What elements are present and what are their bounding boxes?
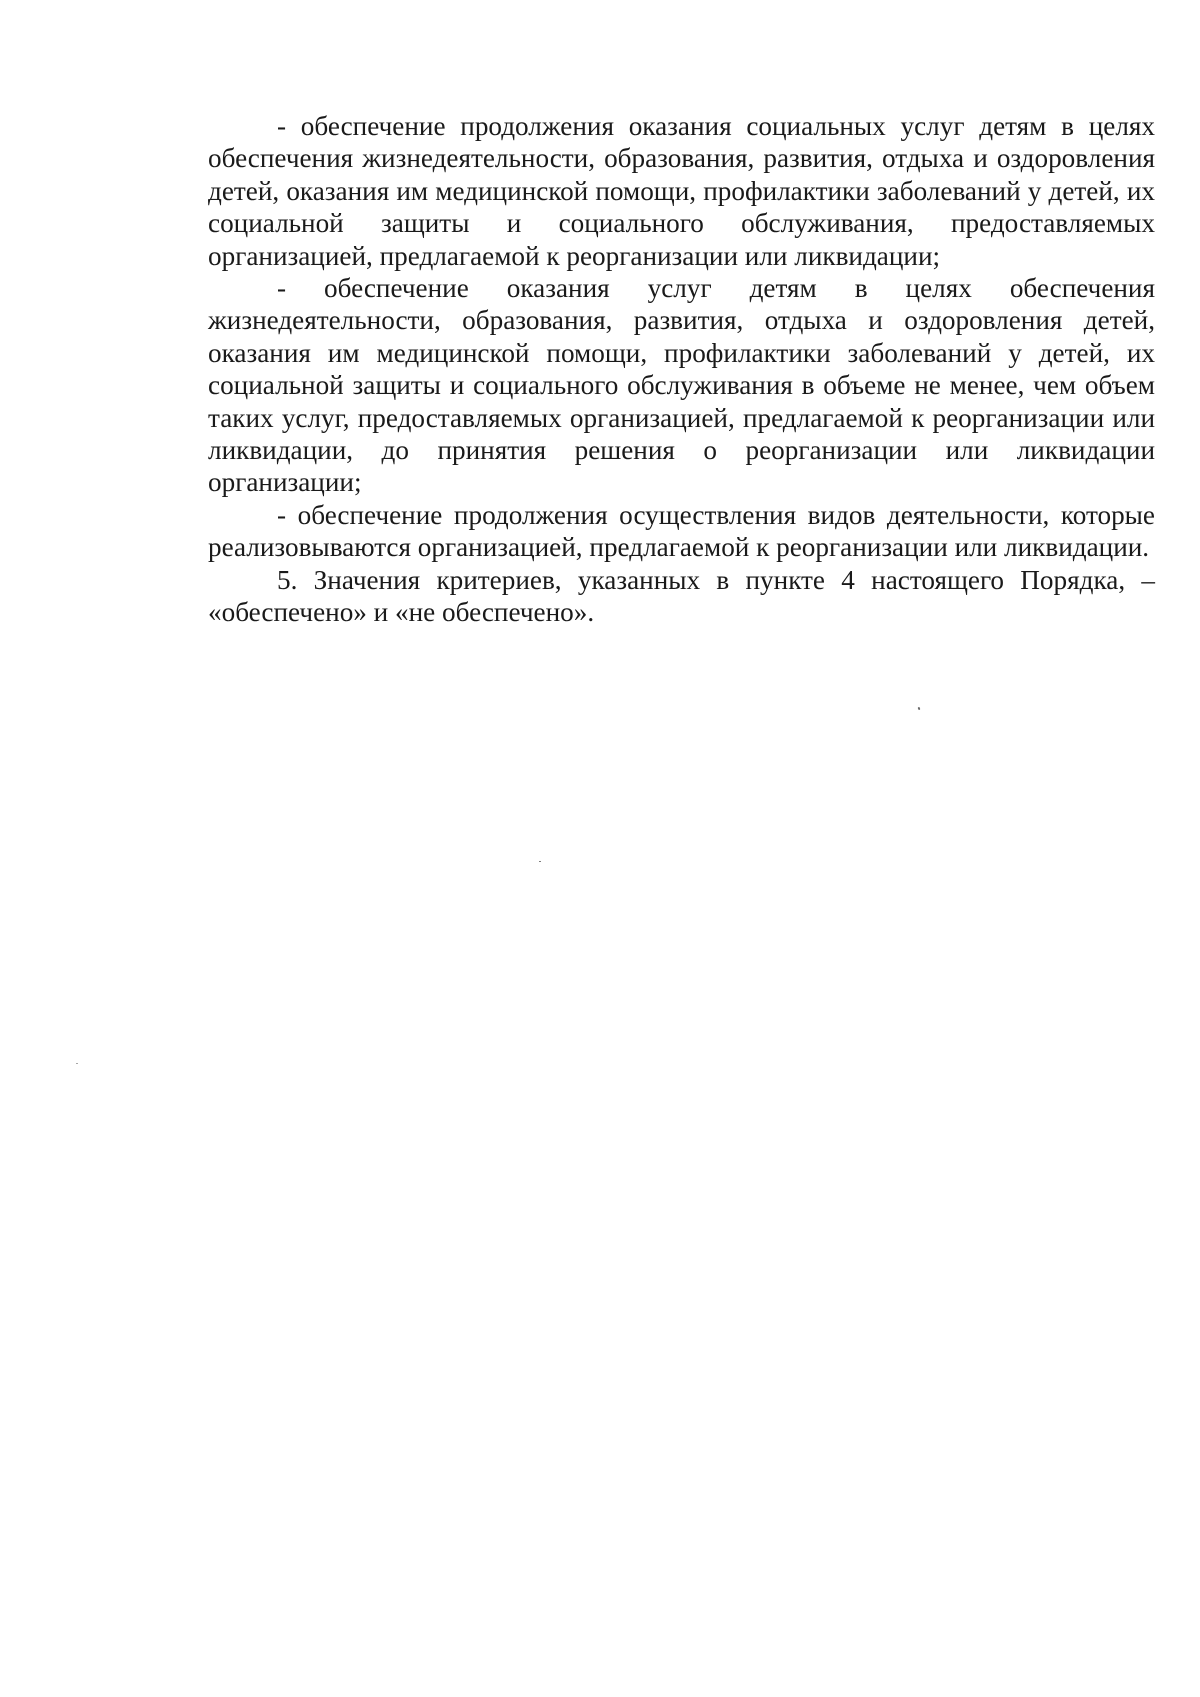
paragraph-bullet-3: - обеспечение продолжения осуществления видов деятельности, которые реализовываются организацией, предлагаемой к реорганизации или ликвидации. <box>208 499 1155 563</box>
paragraph-bullet-2: - обеспечение оказания услуг детям в целях обеспечения жизнедеятельности, образования, развития, отдыха и оздоровления детей, оказания им медицинской помощи, профилактики заболеваний у детей, их социальной защиты и социального обслуживания в объеме не менее, чем объем таких услуг, предоставляемых организацией, предлагаемой к реорганизации или ликвидации, до принятия решения о реорганизации или ликвидации организации; <box>208 273 1155 498</box>
paragraph-item-5: 5. Значения критериев, указанных в пункте 4 настоящего Порядка, – «обеспечено» и «не обеспечено». <box>208 564 1155 628</box>
scan-speck <box>76 1063 78 1064</box>
scan-speck <box>539 861 541 862</box>
paragraph-bullet-1: - обеспечение продолжения оказания социальных услуг детям в целях обеспечения жизнедеятельности, образования, развития, отдыха и оздоровления детей, оказания им медицинской помощи, профилактики заболеваний у детей, их социальной защиты и социального обслуживания, предоставляемых организацией, предлагаемой к реорганизации или ликвидации; <box>208 111 1155 271</box>
scan-speck <box>918 707 921 711</box>
document-body <box>208 110 1155 629</box>
